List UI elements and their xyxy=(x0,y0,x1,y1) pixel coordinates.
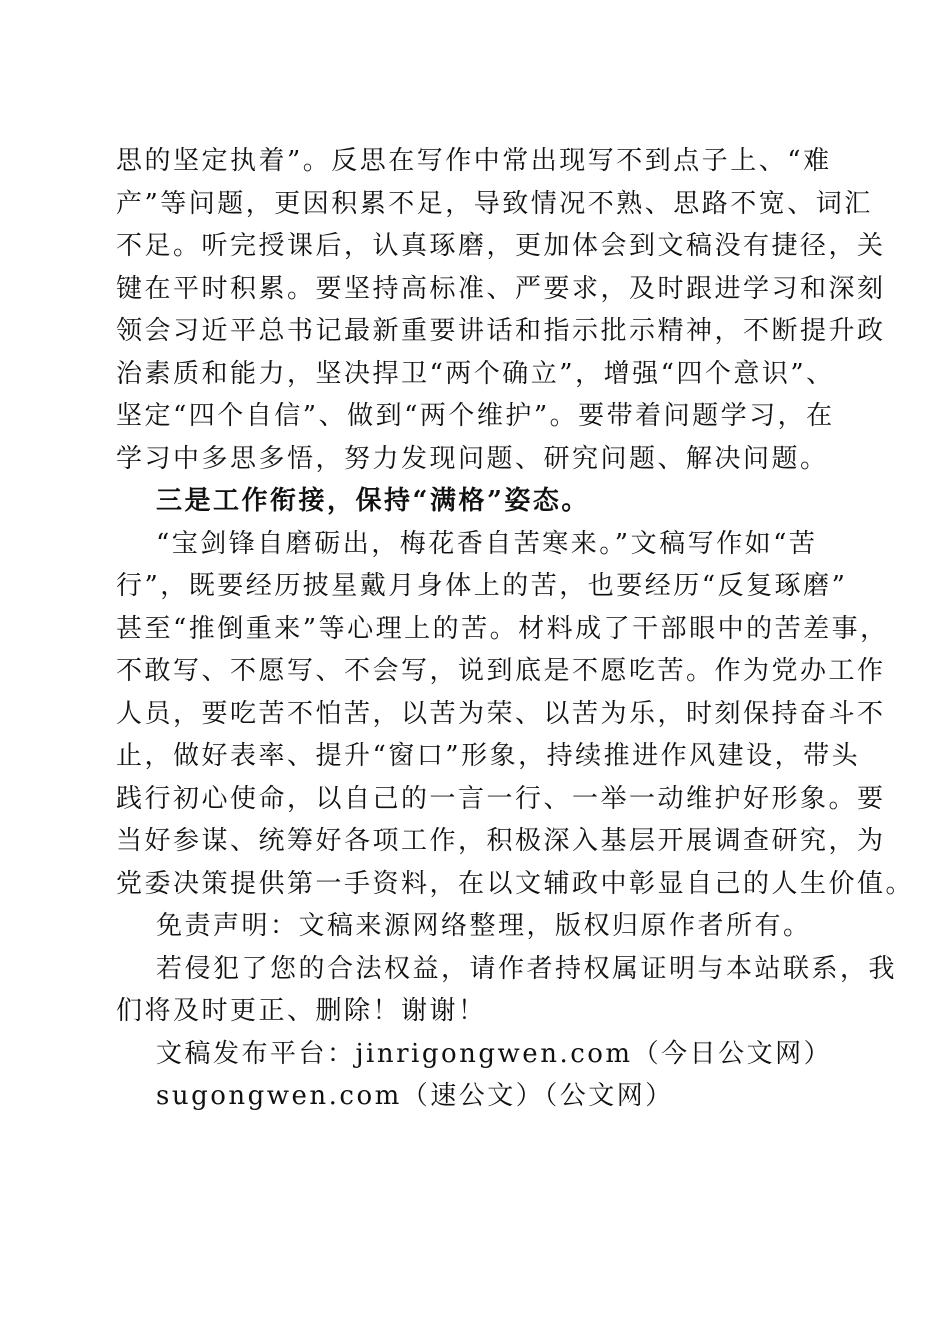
section-line: 人员，要吃苦不怕苦，以苦为荣、以苦为乐，时刻保持奋斗不 xyxy=(116,698,886,729)
body-line: 领会习近平总书记最新重要讲话和指示批示精神，不断提升政 xyxy=(116,316,886,346)
section-line: 践行初心使命，以自己的一言一行、一举一动维护好形象。要 xyxy=(116,783,886,814)
section-line: 党委决策提供第一手资料，在以文辅政中彰显自己的人生价值。 xyxy=(116,868,915,899)
body-line: 思的坚定执着”。反思在写作中常出现写不到点子上、“难 xyxy=(116,146,832,176)
infringement-line: 若侵犯了您的合法权益，请作者持权属证明与本站联系，我 xyxy=(156,953,898,984)
platform-line: 文稿发布平台：jinrigongwen.com（今日公文网） xyxy=(156,1038,833,1069)
body-line: 键在平时积累。要坚持高标准、严要求，及时跟进学习和深刻 xyxy=(116,273,886,304)
body-line: 产”等问题，更因积累不足，导致情况不熟、思路不宽、词汇 xyxy=(116,188,873,219)
section-line: 甚至“推倒重来”等心理上的苦。材料成了干部眼中的苦差事， xyxy=(116,613,889,644)
document-body xyxy=(116,140,915,1118)
infringement-line: 们将及时更正、删除！谢谢！ xyxy=(116,996,487,1026)
section-line: 不敢写、不愿写、不会写，说到底是不愿吃苦。作为党办工作 xyxy=(116,656,886,686)
section-heading: 三是工作衔接，保持“满格”姿态。 xyxy=(156,486,590,516)
section-line: 当好参谋、统筹好各项工作，积极深入基层开展调查研究，为 xyxy=(116,826,886,856)
body-line: 坚定“四个自信”、做到“两个维护”。要带着问题学习，在 xyxy=(116,401,835,431)
body-line: 学习中多思多悟，努力发现问题、研究问题、解决问题。 xyxy=(116,443,829,474)
body-line: 不足。听完授课后，认真琢磨，更加体会到文稿没有捷径，关 xyxy=(116,231,886,261)
body-line: 治素质和能力，坚决捍卫“两个确立”，增强“四个意识”、 xyxy=(116,358,835,389)
sites-line: sugongwen.com（速公文）（公文网） xyxy=(156,1081,674,1111)
section-line: 止，做好表率、提升“窗口”形象，持续推进作风建设，带头 xyxy=(116,741,861,771)
section-line: “宝剑锋自磨砺出，梅花香自苦寒来。”文稿写作如“苦 xyxy=(156,528,818,559)
disclaimer: 免责声明：文稿来源网络整理，版权归原作者所有。 xyxy=(156,911,812,941)
section-line: 行”，既要经历披星戴月身体上的苦，也要经历“反复琢磨” xyxy=(116,571,848,601)
